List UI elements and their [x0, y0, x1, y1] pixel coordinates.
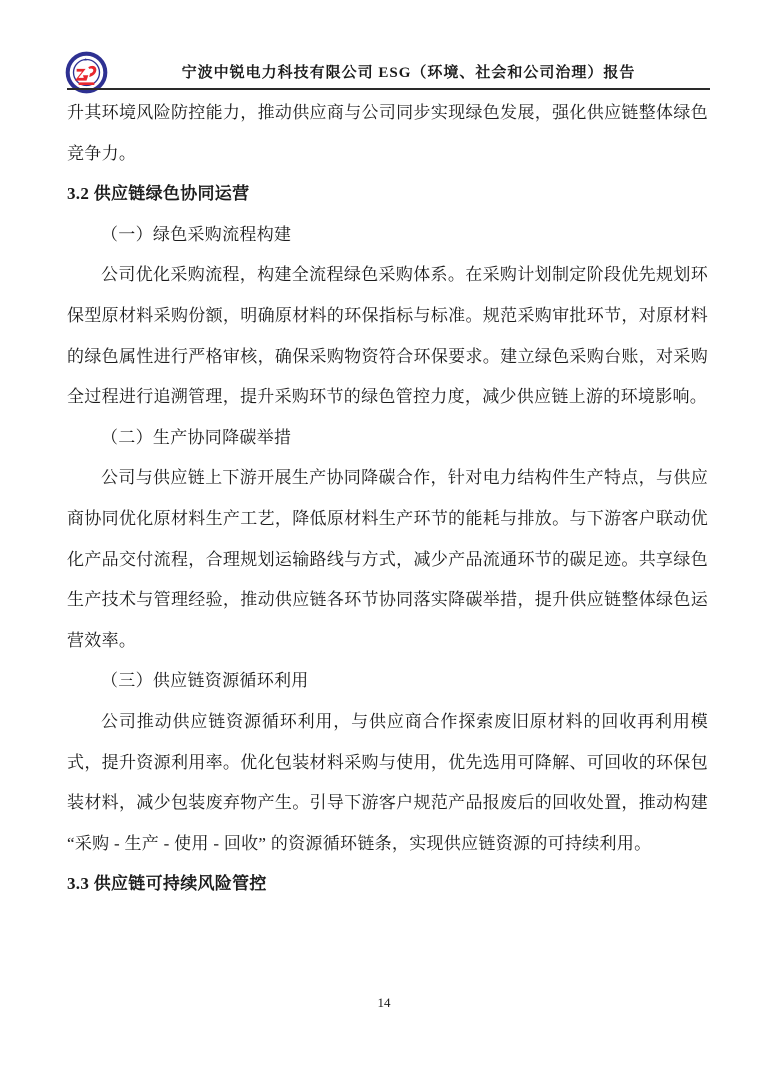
- body-paragraph: 公司推动供应链资源循环利用，与供应商合作探索废旧原材料的回收再利用模式，提升资源利用率。优化包装材料采购与使用，优先选用可降解、可回收的环保包装材料，减少包装废弃物产生。引导下游客户规范产品报废后的回收处置，推动构建 “采购 - 生产 - 使用 - 回收” 的资源循环链条，实现供应链资源的可持续利用。: [67, 711, 708, 853]
- body-paragraph: 公司与供应链上下游开展生产协同降碳合作，针对电力结构件生产特点，与供应商协同优化原材料生产工艺，降低原材料生产环节的能耗与排放。与下游客户联动优化产品交付流程，合理规划运输路线与方式，减少产品流通环节的碳足迹。共享绿色生产技术与管理经验，推动供应链各环节协同落实降碳举措，提升供应链整体绿色运营效率。: [67, 468, 708, 650]
- body-paragraph: 公司优化采购流程，构建全流程绿色采购体系。在采购计划制定阶段优先规划环保型原材料采购份额，明确原材料的环保指标与标准。规范采购审批环节，对原材料的绿色属性进行严格审核，确保采购物资符合环保要求。建立绿色采购台账，对采购全过程进行追溯管理，提升采购环节的绿色管控力度，减少供应链上游的环境影响。: [67, 265, 708, 407]
- document-body: [67, 93, 708, 905]
- page-number: 14: [377, 995, 391, 1010]
- report-header-title: 宁波中锐电力科技有限公司 ESG（环境、社会和公司治理）报告: [181, 65, 636, 81]
- sub-section-heading: （二）生产协同降碳举措: [101, 427, 292, 447]
- sub-section-heading: （三）供应链资源循环利用: [101, 671, 309, 691]
- sub-section-heading: （一）绿色采购流程构建: [101, 224, 292, 244]
- section-heading: 3.3 供应链可持续风险管控: [67, 874, 267, 894]
- body-paragraph-continuation: 升其环境风险防控能力，推动供应商与公司同步实现绿色发展，强化供应链整体绿色竞争力。: [67, 103, 708, 163]
- header-divider: [67, 88, 710, 90]
- section-heading: 3.2 供应链绿色协同运营: [67, 184, 250, 204]
